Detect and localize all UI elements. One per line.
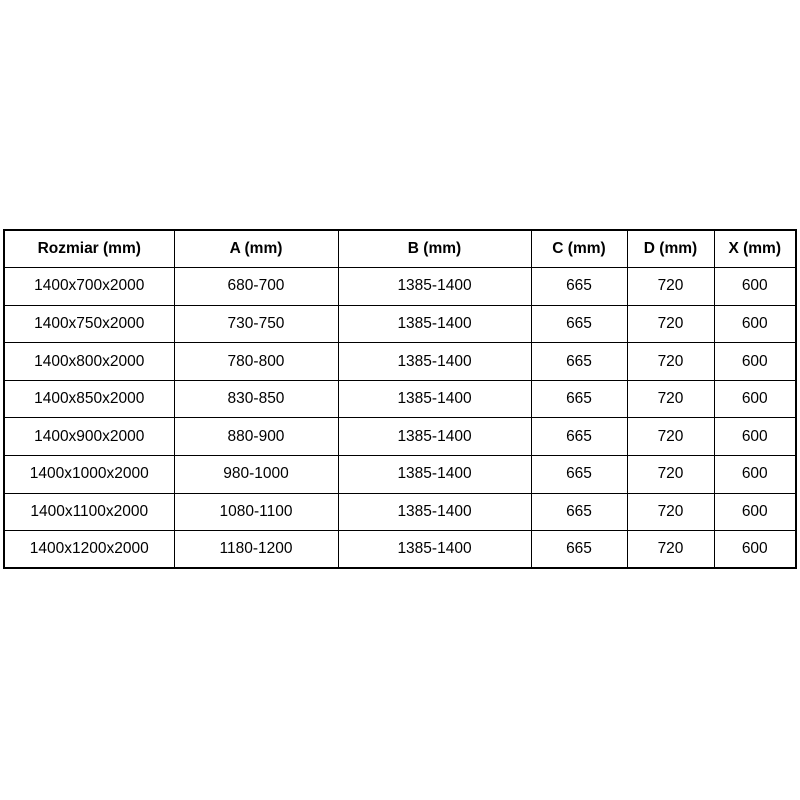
cell-rozmiar: 1400x850x2000	[4, 380, 174, 418]
table-row	[4, 493, 796, 531]
size-spec-table	[3, 229, 797, 569]
column-header-a: A (mm)	[174, 230, 338, 268]
column-header-rozmiar: Rozmiar (mm)	[4, 230, 174, 268]
table-row	[4, 456, 796, 494]
cell-x: 600	[714, 268, 796, 306]
cell-b: 1385-1400	[338, 531, 531, 569]
column-header-b: B (mm)	[338, 230, 531, 268]
header-row	[4, 230, 796, 268]
cell-x: 600	[714, 493, 796, 531]
cell-rozmiar: 1400x1100x2000	[4, 493, 174, 531]
column-header-x: X (mm)	[714, 230, 796, 268]
cell-c: 665	[531, 343, 627, 381]
cell-a: 780-800	[174, 343, 338, 381]
cell-a: 1180-1200	[174, 531, 338, 569]
cell-a: 980-1000	[174, 456, 338, 494]
cell-x: 600	[714, 380, 796, 418]
cell-a: 830-850	[174, 380, 338, 418]
cell-c: 665	[531, 493, 627, 531]
cell-b: 1385-1400	[338, 305, 531, 343]
cell-d: 720	[627, 380, 714, 418]
cell-c: 665	[531, 531, 627, 569]
cell-rozmiar: 1400x750x2000	[4, 305, 174, 343]
cell-rozmiar: 1400x700x2000	[4, 268, 174, 306]
cell-b: 1385-1400	[338, 380, 531, 418]
table-row	[4, 418, 796, 456]
cell-x: 600	[714, 531, 796, 569]
cell-a: 680-700	[174, 268, 338, 306]
cell-c: 665	[531, 268, 627, 306]
cell-b: 1385-1400	[338, 456, 531, 494]
cell-b: 1385-1400	[338, 418, 531, 456]
table-row	[4, 343, 796, 381]
cell-a: 1080-1100	[174, 493, 338, 531]
cell-d: 720	[627, 343, 714, 381]
table-row	[4, 380, 796, 418]
cell-c: 665	[531, 380, 627, 418]
cell-d: 720	[627, 531, 714, 569]
cell-d: 720	[627, 268, 714, 306]
table-row	[4, 305, 796, 343]
cell-d: 720	[627, 493, 714, 531]
cell-c: 665	[531, 418, 627, 456]
table-row	[4, 268, 796, 306]
cell-rozmiar: 1400x900x2000	[4, 418, 174, 456]
cell-b: 1385-1400	[338, 343, 531, 381]
cell-rozmiar: 1400x1000x2000	[4, 456, 174, 494]
cell-rozmiar: 1400x800x2000	[4, 343, 174, 381]
cell-a: 880-900	[174, 418, 338, 456]
cell-d: 720	[627, 456, 714, 494]
cell-c: 665	[531, 305, 627, 343]
cell-d: 720	[627, 305, 714, 343]
cell-x: 600	[714, 343, 796, 381]
cell-c: 665	[531, 456, 627, 494]
cell-rozmiar: 1400x1200x2000	[4, 531, 174, 569]
cell-x: 600	[714, 305, 796, 343]
cell-x: 600	[714, 456, 796, 494]
column-header-c: C (mm)	[531, 230, 627, 268]
cell-a: 730-750	[174, 305, 338, 343]
cell-b: 1385-1400	[338, 268, 531, 306]
cell-x: 600	[714, 418, 796, 456]
cell-b: 1385-1400	[338, 493, 531, 531]
column-header-d: D (mm)	[627, 230, 714, 268]
table-row	[4, 531, 796, 569]
cell-d: 720	[627, 418, 714, 456]
